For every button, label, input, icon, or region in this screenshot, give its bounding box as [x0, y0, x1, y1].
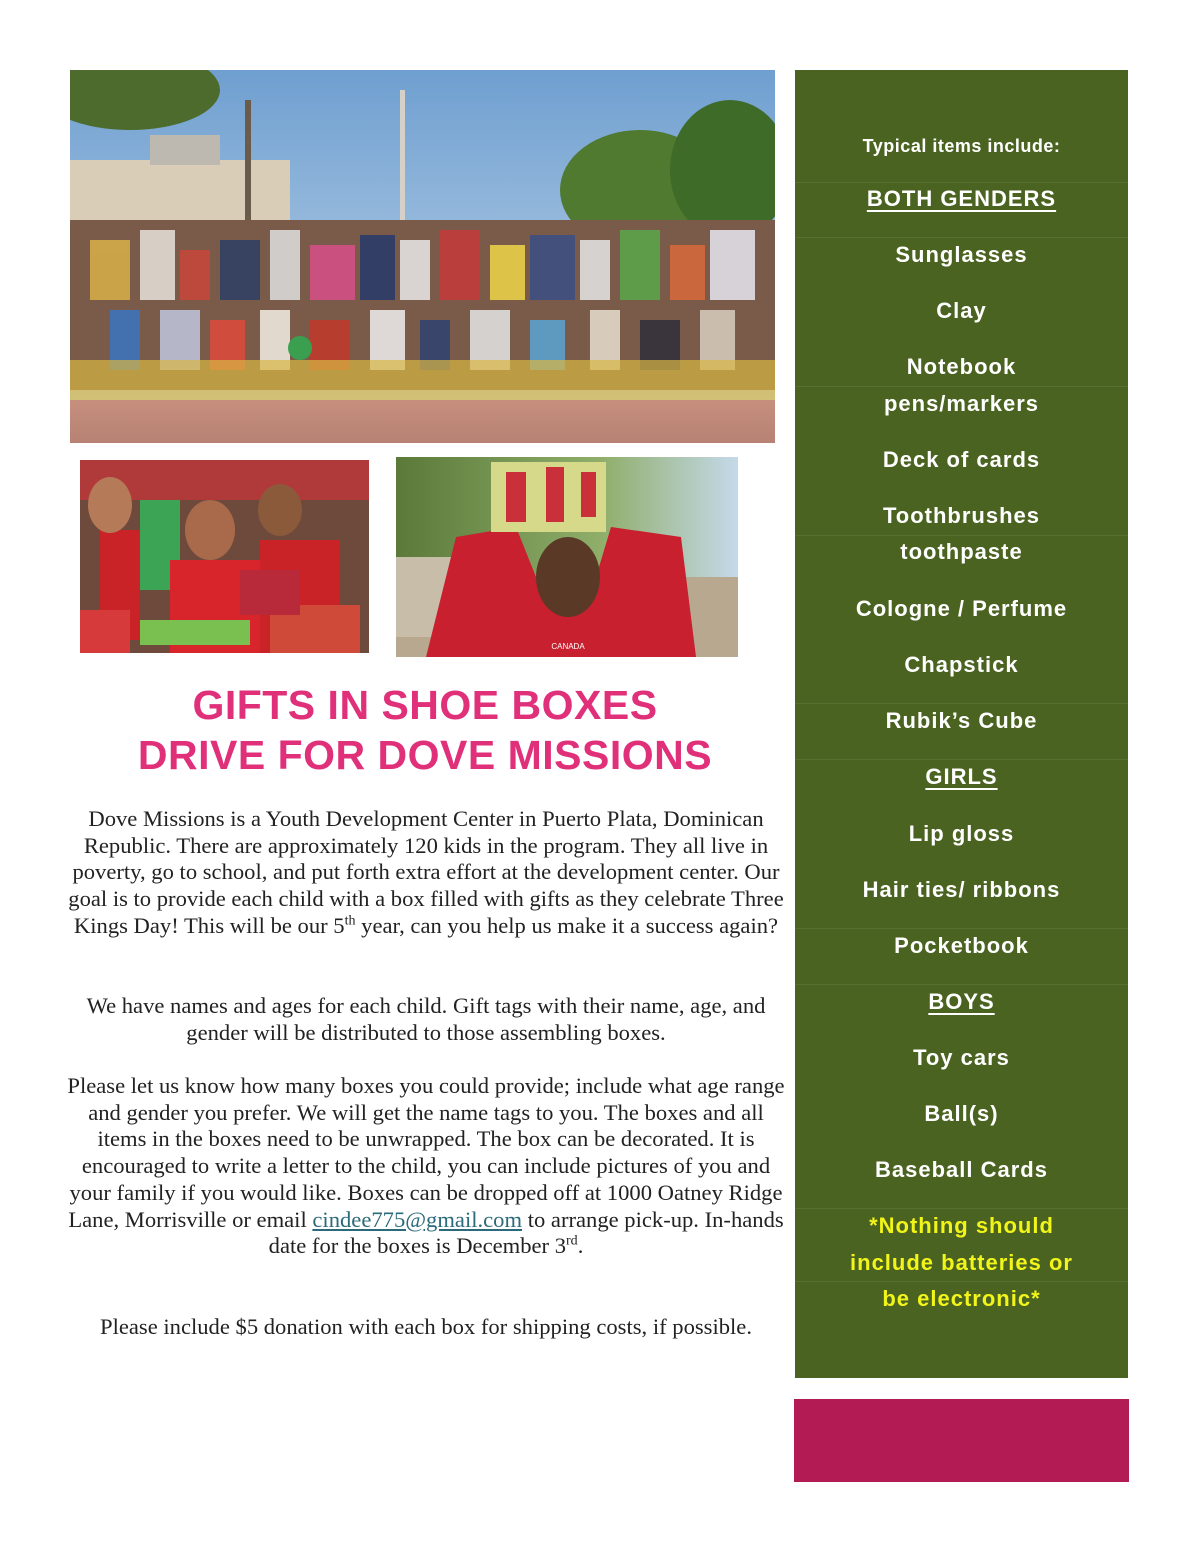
para-3-text: Please let us know how many boxes you could provide; include what age range and gender you prefer. We will get the name tags to you. The boxes and all items in the boxes need to be unwrapped. The box can be decorated. It is encouraged to write a letter to the child, you can include pictures of you and your family if you would like. Boxes can be dropped off at 1000 Oatney Ridge Lane, Morrisville or email — [67, 1073, 785, 1232]
para-3-text-mid: to arrange pick-up. In-hands date for the boxes is December 3 — [268, 1206, 784, 1259]
item-sunglasses: Sunglasses — [895, 242, 1028, 267]
item-baseball-cards: Baseball Cards — [875, 1157, 1048, 1182]
item-toothbrushes: Toothbrushes — [882, 503, 1041, 528]
girls-photo — [80, 460, 369, 653]
shirt-text: CANADA — [551, 642, 585, 651]
item-balls: Ball(s) — [924, 1101, 999, 1126]
both-genders-heading-text: BOTH GENDERS — [866, 186, 1057, 211]
headline-line-1: GIFTS IN SHOE BOXES — [192, 682, 658, 728]
item-rubiks-cube: Rubik’s Cube — [885, 708, 1038, 733]
girls-heading — [795, 759, 1128, 795]
para-1-text-end: year, can you help us make it a success again? — [355, 912, 779, 938]
girls-heading-text: GIRLS — [925, 764, 998, 789]
boys-heading — [795, 984, 1128, 1020]
ordinal-suffix: th — [344, 913, 356, 929]
note-line-2: include batteries or — [850, 1250, 1073, 1275]
item-cologne-perfume: Cologne / Perfume — [855, 596, 1068, 621]
item-pocketbook: Pocketbook — [894, 933, 1029, 958]
instructions-paragraph — [66, 1073, 786, 1260]
names-paragraph: We have names and ages for each child. Gift tags with their name, age, and gender will be distributed to those assembling boxes. — [86, 993, 766, 1045]
para-1-text: Dove Missions is a Youth Development Center in Puerto Plata, Dominican Republic. There are approximately 120 kids in the program. They all live in poverty, go to school, and put forth extra effort at the development center. Our goal is to provide each child with a box filled with gifts as they celebrate Three Kings Day! This will be our 5 — [68, 806, 784, 938]
note-line-1: *Nothing should — [869, 1213, 1054, 1238]
ordinal-suffix: rd — [566, 1233, 578, 1249]
girls-photo-image — [80, 460, 369, 653]
accent-block — [794, 1399, 1129, 1482]
item-toothpaste: toothpaste — [900, 539, 1023, 564]
group-photo-image — [70, 70, 775, 443]
headline-line-2: DRIVE FOR DOVE MISSIONS — [137, 732, 713, 778]
items-intro: Typical items include: — [862, 136, 1061, 156]
headline — [70, 680, 780, 780]
item-hair-ties: Hair ties/ ribbons — [862, 877, 1061, 902]
intro-paragraph — [66, 806, 786, 940]
item-deck-of-cards: Deck of cards — [882, 447, 1041, 472]
boy-photo-image — [396, 457, 738, 657]
donation-paragraph: Please include $5 donation with each box for shipping costs, if possible. — [100, 1314, 752, 1339]
group-photo — [70, 70, 775, 443]
item-notebook: Notebook — [906, 354, 1017, 379]
item-clay: Clay — [936, 298, 987, 323]
boy-photo — [396, 457, 738, 657]
item-pens-markers: pens/markers — [883, 391, 1040, 416]
note-line-3: be electronic* — [882, 1286, 1041, 1311]
para-3-end: . — [577, 1233, 584, 1259]
boys-heading-text: BOYS — [928, 989, 995, 1014]
items-panel — [795, 70, 1128, 1378]
item-toy-cars: Toy cars — [913, 1045, 1010, 1070]
item-lip-gloss: Lip gloss — [908, 821, 1015, 846]
item-chapstick: Chapstick — [904, 652, 1019, 677]
email-link[interactable]: cindee775@gmail.com — [312, 1206, 523, 1232]
both-genders-heading — [795, 181, 1128, 217]
